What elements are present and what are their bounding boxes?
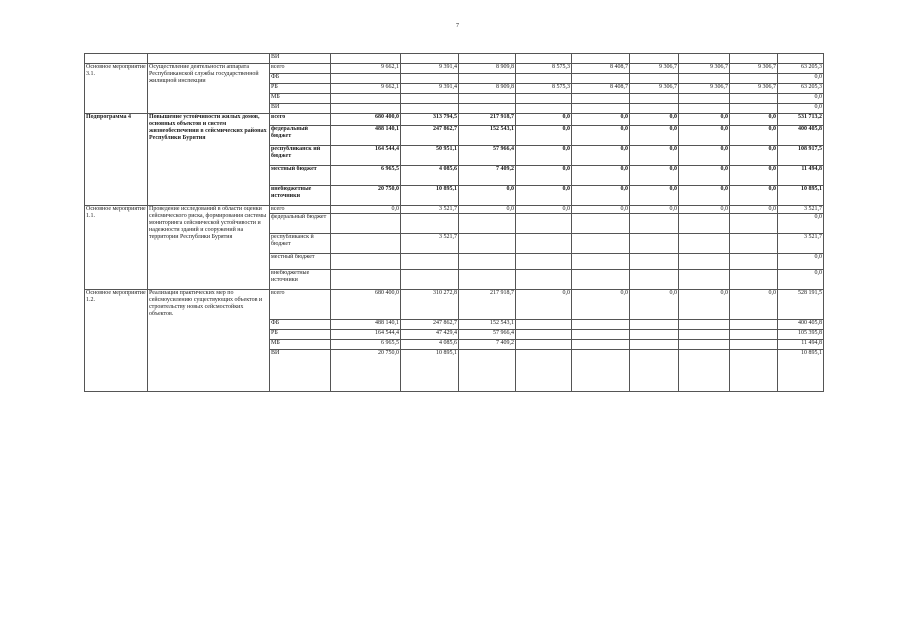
value-cell: 528 191,5 [778,290,824,320]
measure-code [85,54,148,64]
value-cell [459,270,516,290]
value-cell [679,320,730,330]
value-cell [730,340,778,350]
value-cell [630,340,679,350]
value-cell: 531 713,2 [778,114,824,126]
value-cell: 164 544,4 [331,146,401,166]
value-cell: 0,0 [572,126,630,146]
value-cell [516,234,572,254]
funding-source: МБ [270,94,331,104]
value-cell: 217 918,7 [459,290,516,320]
measure-code: Основное мероприятие 1.1. [85,206,148,290]
value-cell: 9 306,7 [679,64,730,74]
table-row [85,206,824,214]
value-cell [679,330,730,340]
funding-source: федеральный бюджет [270,214,331,234]
value-cell [459,254,516,270]
value-cell [331,54,401,64]
value-cell [459,74,516,84]
value-cell [516,320,572,330]
measure-title [148,54,270,64]
value-cell: 9 391,4 [401,84,459,94]
funding-source: всего [270,290,331,320]
funding-source: ФБ [270,74,331,84]
value-cell: 4 085,6 [401,166,459,186]
value-cell [516,254,572,270]
value-cell: 8 909,8 [459,64,516,74]
value-cell [572,320,630,330]
table-row [85,54,824,64]
value-cell [331,74,401,84]
value-cell: 0,0 [630,114,679,126]
value-cell [459,214,516,234]
value-cell: 10 895,1 [778,186,824,206]
value-cell [730,270,778,290]
value-cell: 11 494,8 [778,166,824,186]
value-cell [572,234,630,254]
value-cell: 0,0 [630,146,679,166]
funding-source: МБ [270,340,331,350]
value-cell: 152 543,1 [459,320,516,330]
value-cell: 680 400,0 [331,290,401,320]
value-cell [679,254,730,270]
value-cell: 313 794,5 [401,114,459,126]
value-cell: 0,0 [778,254,824,270]
value-cell [730,94,778,104]
value-cell: 488 140,1 [331,126,401,146]
value-cell: 3 521,7 [778,206,824,214]
value-cell: 0,0 [459,206,516,214]
value-cell [630,94,679,104]
value-cell [679,214,730,234]
value-cell [331,104,401,114]
value-cell: 9 391,4 [401,64,459,74]
funding-source: местный бюджет [270,166,331,186]
value-cell [572,94,630,104]
value-cell [331,254,401,270]
budget-table [84,53,824,392]
value-cell: 0,0 [516,166,572,186]
value-cell: 0,0 [730,126,778,146]
value-cell: 0,0 [459,186,516,206]
value-cell [331,214,401,234]
value-cell: 8 408,7 [572,84,630,94]
value-cell: 20 750,0 [331,350,401,392]
measure-title: Осуществление деятельности аппарата Республиканской службы государственной жилищной инспекции [148,64,270,114]
value-cell [572,254,630,270]
value-cell [459,94,516,104]
measure-title: Реализация практических мер по сейсмоусилению существующих объектов и строительству новых сейсмостойких объектов. [148,290,270,392]
value-cell [459,104,516,114]
value-cell [516,104,572,114]
value-cell [730,254,778,270]
value-cell: 63 205,3 [778,84,824,94]
value-cell [679,74,730,84]
value-cell: 20 750,0 [331,186,401,206]
measure-code: Основное мероприятие 3.1. [85,64,148,114]
value-cell: 247 862,7 [401,320,459,330]
value-cell [679,340,730,350]
value-cell [730,214,778,234]
value-cell: 3 521,7 [778,234,824,254]
value-cell [679,234,730,254]
value-cell: 0,0 [679,206,730,214]
value-cell [516,94,572,104]
value-cell [730,330,778,340]
value-cell: 164 544,4 [331,330,401,340]
value-cell: 8 575,3 [516,84,572,94]
table-row [85,290,824,320]
value-cell [459,54,516,64]
value-cell [730,234,778,254]
value-cell [331,270,401,290]
value-cell: 0,0 [730,186,778,206]
value-cell: 9 306,7 [630,64,679,74]
value-cell: 0,0 [778,104,824,114]
value-cell: 0,0 [679,186,730,206]
value-cell [459,350,516,392]
funding-source: ВИ [270,54,331,64]
value-cell: 8 408,7 [572,64,630,74]
value-cell: 57 966,4 [459,146,516,166]
value-cell: 0,0 [778,214,824,234]
value-cell [516,214,572,234]
value-cell: 9 662,1 [331,64,401,74]
value-cell: 0,0 [516,290,572,320]
value-cell: 9 662,1 [331,84,401,94]
funding-source: республиканск й бюджет [270,234,331,254]
value-cell [516,270,572,290]
value-cell: 0,0 [516,146,572,166]
value-cell: 9 306,7 [630,84,679,94]
value-cell [459,234,516,254]
funding-source: РБ [270,84,331,94]
value-cell: 0,0 [331,206,401,214]
value-cell [572,330,630,340]
measure-title: Проведение исследований в области оценки сейсмического риска, формирования системы мониторинга сейсмической устойчивости и надежности зданий и сооружений на территории Республики Бурятия [148,206,270,290]
value-cell [401,270,459,290]
value-cell: 0,0 [630,166,679,186]
value-cell: 0,0 [516,126,572,146]
value-cell [516,340,572,350]
value-cell: 0,0 [730,290,778,320]
value-cell: 63 205,3 [778,64,824,74]
value-cell [401,214,459,234]
table-body [85,54,824,392]
value-cell: 8 909,8 [459,84,516,94]
value-cell: 0,0 [630,290,679,320]
value-cell [630,350,679,392]
value-cell: 3 521,7 [401,206,459,214]
value-cell [516,330,572,340]
funding-source: ВИ [270,104,331,114]
funding-source: внебюджетные источники [270,186,331,206]
measure-title: Повышение устойчивости жилых домов, основных объектов и систем жизнеобеспечения в сейсмических районах Республики Бурятия [148,114,270,206]
value-cell: 7 409,2 [459,340,516,350]
value-cell: 6 965,5 [331,166,401,186]
value-cell: 50 951,1 [401,146,459,166]
funding-source: всего [270,206,331,214]
funding-source: всего [270,64,331,74]
value-cell: 0,0 [572,166,630,186]
value-cell: 0,0 [572,146,630,166]
value-cell: 0,0 [679,166,730,186]
value-cell [679,270,730,290]
value-cell: 310 272,8 [401,290,459,320]
value-cell [401,54,459,64]
value-cell: 9 306,7 [679,84,730,94]
value-cell: 105 395,8 [778,330,824,340]
value-cell [572,340,630,350]
value-cell [630,270,679,290]
value-cell [630,214,679,234]
value-cell [572,104,630,114]
value-cell [401,94,459,104]
page-number: 7 [456,23,459,29]
value-cell: 0,0 [730,146,778,166]
value-cell [778,54,824,64]
value-cell: 3 521,7 [401,234,459,254]
funding-source: внебюджетные источники [270,270,331,290]
value-cell: 57 966,4 [459,330,516,340]
value-cell [572,350,630,392]
value-cell [516,54,572,64]
value-cell [630,54,679,64]
value-cell: 0,0 [572,186,630,206]
value-cell [516,350,572,392]
value-cell [572,74,630,84]
value-cell: 0,0 [679,290,730,320]
measure-code: Подпрограмма 4 [85,114,148,206]
value-cell [630,320,679,330]
value-cell: 0,0 [778,74,824,84]
value-cell: 9 306,7 [730,84,778,94]
value-cell: 10 895,1 [401,186,459,206]
value-cell [401,254,459,270]
value-cell: 0,0 [516,186,572,206]
value-cell [730,350,778,392]
value-cell: 247 862,7 [401,126,459,146]
value-cell: 0,0 [730,114,778,126]
value-cell: 0,0 [630,206,679,214]
value-cell: 9 306,7 [730,64,778,74]
value-cell [401,104,459,114]
value-cell [630,254,679,270]
value-cell: 400 405,8 [778,320,824,330]
value-cell: 680 400,0 [331,114,401,126]
value-cell: 47 429,4 [401,330,459,340]
funding-source: всего [270,114,331,126]
value-cell: 0,0 [572,290,630,320]
funding-source: ВИ [270,350,331,392]
value-cell: 400 405,8 [778,126,824,146]
value-cell: 0,0 [572,206,630,214]
value-cell [679,104,730,114]
value-cell [730,104,778,114]
value-cell: 108 917,5 [778,146,824,166]
value-cell: 10 895,1 [778,350,824,392]
value-cell [572,270,630,290]
value-cell [630,74,679,84]
value-cell: 0,0 [778,270,824,290]
value-cell: 10 895,1 [401,350,459,392]
value-cell: 0,0 [778,94,824,104]
value-cell [630,330,679,340]
value-cell [401,74,459,84]
funding-source: федеральный бюджет [270,126,331,146]
value-cell [679,350,730,392]
value-cell [679,54,730,64]
value-cell: 0,0 [730,166,778,186]
value-cell [679,94,730,104]
funding-source: республиканск ий бюджет [270,146,331,166]
value-cell [572,54,630,64]
value-cell [730,74,778,84]
value-cell: 0,0 [679,146,730,166]
value-cell [516,74,572,84]
value-cell: 8 575,3 [516,64,572,74]
value-cell: 11 494,8 [778,340,824,350]
table-row [85,64,824,74]
value-cell [331,94,401,104]
value-cell [331,234,401,254]
value-cell: 4 085,6 [401,340,459,350]
value-cell: 6 965,5 [331,340,401,350]
value-cell: 0,0 [516,114,572,126]
value-cell: 488 140,1 [331,320,401,330]
measure-code: Основное мероприятие 1.2. [85,290,148,392]
funding-source: местный бюджет [270,254,331,270]
funding-source: ФБ [270,320,331,330]
value-cell: 0,0 [630,186,679,206]
value-cell: 7 409,2 [459,166,516,186]
value-cell: 217 918,7 [459,114,516,126]
value-cell: 0,0 [516,206,572,214]
value-cell: 0,0 [572,114,630,126]
value-cell [572,214,630,234]
table-row [85,114,824,126]
value-cell [630,234,679,254]
value-cell [630,104,679,114]
value-cell [730,320,778,330]
funding-source: РБ [270,330,331,340]
value-cell: 0,0 [679,114,730,126]
value-cell: 0,0 [730,206,778,214]
value-cell: 0,0 [679,126,730,146]
value-cell: 152 543,1 [459,126,516,146]
value-cell: 0,0 [630,126,679,146]
value-cell [730,54,778,64]
